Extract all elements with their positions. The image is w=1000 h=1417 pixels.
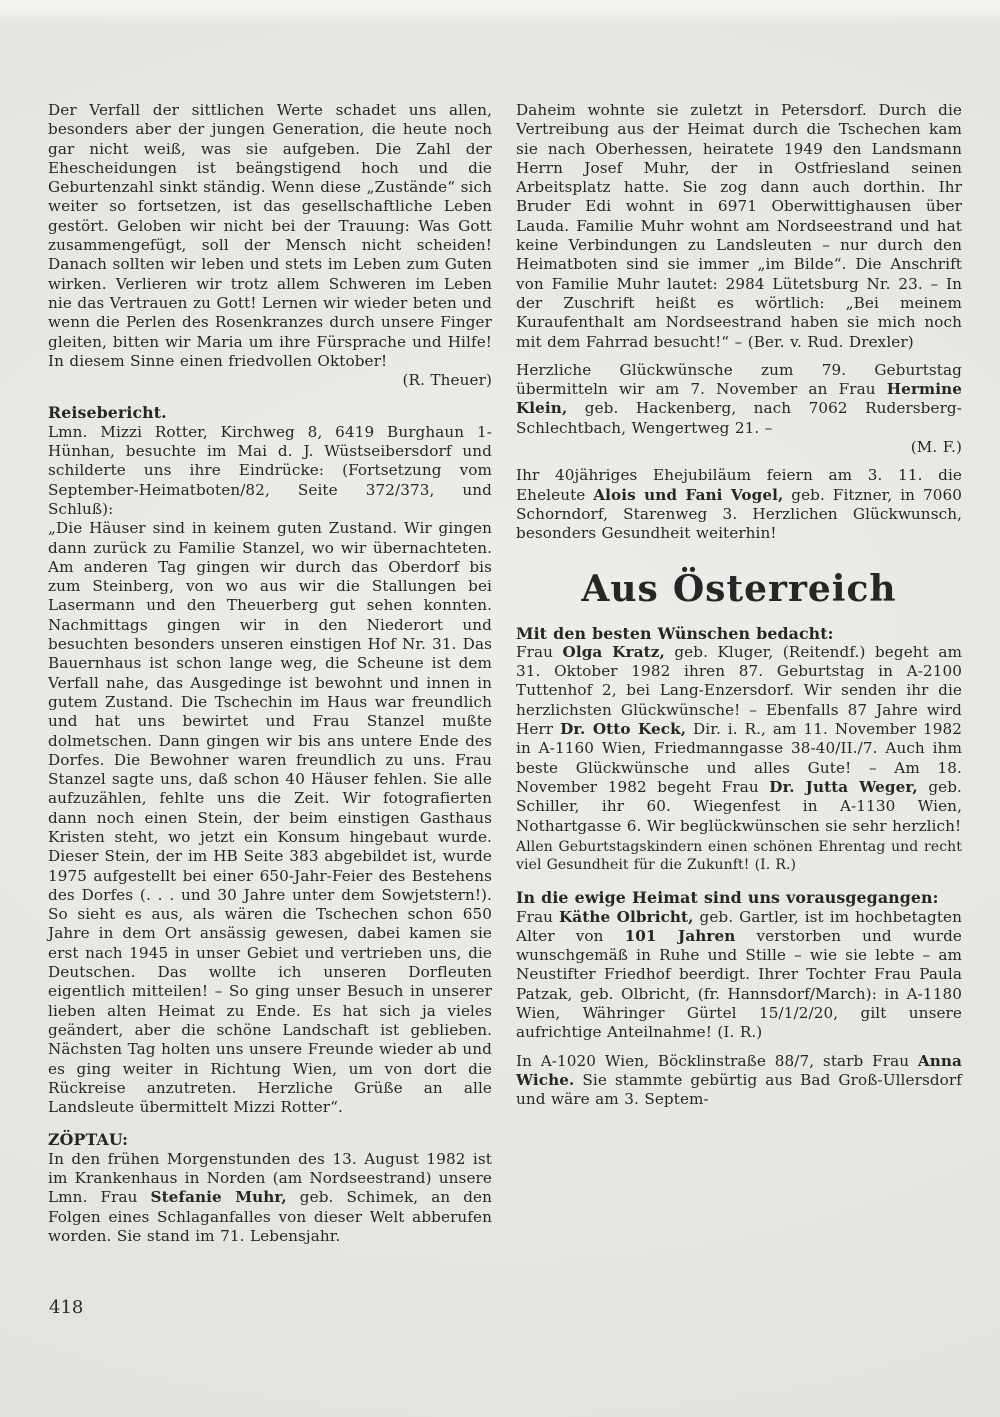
klein-birthday-paragraph: Herzliche Glückwünsche zum 79. Geburtstag übermitteln wir am 7. November an Frau Hermine Klein, geb. Hackenberg, nach 7062 Rudersberg-Schlechtbach, Wengertweg 21. – (516, 360, 962, 437)
birthday-note-paragraph: Allen Geburtstagskindern einen schönen Ehrentag und recht viel Gesundheit für die Zukunft! (I. R.) (516, 838, 962, 873)
olbricht-obituary-paragraph: Frau Käthe Olbricht, geb. Gartler, ist im hochbetagten Alter von 101 Jahren verstorben und wurde wunschgemäß in Ruhe und Stille – wie sie lebte – am Neustifter Friedhof beerdigt. Ihrer Tochter Frau Paula Patzak, geb. Olbricht, (fr. Hannsdorf/March): in A-1180 Wien, Währinger Gürtel 15/1/2/20, gilt unsere aufrichtige Anteilnahme! (I. R.) (516, 907, 962, 1042)
zoeptau-heading: ZÖPTAU: (48, 1130, 129, 1150)
left-column (48, 101, 492, 1246)
right-column (516, 101, 962, 1109)
wiche-obituary-paragraph: In A-1020 Wien, Böcklinstraße 88/7, starb Frau Anna Wiche. Sie stammte gebürtig aus Bad Groß-Ullersdorf und wäre am 3. Septem- (516, 1051, 962, 1109)
mf-byline: (M. F.) (910, 438, 962, 457)
reisebericht-quote-paragraph: „Die Häuser sind in keinem guten Zustand. Wir gingen dann zurück zu Familie Stanzel, wo wir übernachteten. Am anderen Tag gingen wir durch das Oberdorf bis zum Steinberg, von wo aus wir die Stallungen bei Lasermann und den Theuerberg gut sehen konnten. Nachmittags gingen wir in den Niederort und besuchten besonders unseren einstigen Hof Nr. 31. Das Bauernhaus ist schon lange weg, die Scheune ist dem Verfall nahe, das Ausgedinge ist bewohnt und innen in gutem Zustand. Die Tschechin im Haus war freundlich und hat uns bewirtet und Frau Stanzel mußte dolmetschen. Dann gingen wir bis ans untere Ende des Dorfes. Die Bewohner waren freundlich zu uns. Frau Stanzel sagte uns, daß schon 40 Häuser fehlen. Sie alle aufzuzählen, fehlte uns die Zeit. Wir fotografierten dann noch einen Stein, der beim einstigen Gasthaus Kristen steht, wo jetzt ein Konsum hingebaut wurde. Dieser Stein, der im HB Seite 383 abgebildet ist, wurde 1975 aufgestellt bei einer 650-Jahr-Feier des Bestehens des Dorfes (. . . und 30 Jahre unter dem Sowjetstern!). So sieht es aus, als wären die Tschechen schon 650 Jahre in dem Ort ansässig gewesen, dabei kamen sie erst nach 1945 in unser Gebiet und vertrieben uns, die Deutschen. Das wollte ich unseren Dorfleuten eigentlich mitteilen! – So ging unser Besuch in unserer lieben alten Heimat zu Ende. Es hat sich ja vieles geändert, aber die schöne Landschaft ist geblieben. Nächsten Tag holten uns unsere Freunde wieder ab und es ging weiter in Richtung Wien, um von dort die Rückreise anzutreten. Herzliche Grüße an alle Landsleute übermittelt Mizzi Rotter“. (48, 519, 492, 1117)
reisebericht-intro-paragraph: Lmn. Mizzi Rotter, Kirchweg 8, 6419 Burghaun 1-Hünhan, besuchte im Mai d. J. Wüstseibersdorf und schilderte uns ihre Eindrücke: (Fortsetzung vom September-Heimatboten/82, Seite 372/373, und Schluß): (48, 422, 492, 518)
aus-oesterreich-heading: Aus Österreich (581, 567, 897, 610)
wuensche-heading: Mit den besten Wünschen bedacht: (516, 623, 834, 643)
theuer-byline: (R. Theuer) (402, 371, 492, 390)
vogel-jubilee-paragraph: Ihr 40jähriges Ehejubiläum feiern am 3. 11. die Eheleute Alois und Fani Vogel, geb. Fitzner, in 7060 Schorndorf, Starenweg 3. Herzlichen Glückwunsch, besonders Gesundheit weiterhin! (516, 466, 962, 543)
page-number: 418 (49, 1297, 84, 1318)
intro-paragraph: Der Verfall der sittlichen Werte schadet uns allen, besonders aber der jungen Generation, die heute noch gar nicht weiß, was sie aufgeben. Die Zahl der Ehescheidungen ist beängstigend hoch und die Geburtenzahl sinkt ständig. Wenn diese „Zustände“ sich weiter so fortsetzen, ist das gesellschaftliche Leben gestört. Geloben wir nicht bei der Trauung: Was Gott zusammengefügt, soll der Mensch nicht scheiden! Danach sollten wir leben und stets im Leben zum Guten wirken. Verlieren wir trotz allem Schweren im Leben nie das Vertrauen zu Gott! Lernen wir wieder beten und wenn die Perlen des Rosenkranzes durch unsere Finger gleiten, bitten wir Maria um ihre Fürsprache und Hilfe! In diesem Sinne einen friedvollen Oktober! (48, 101, 492, 370)
reisebericht-heading: Reisebericht. (48, 403, 167, 423)
zoeptau-paragraph: In den frühen Morgenstunden des 13. August 1982 ist im Krankenhaus in Norden (am Nordseestrand) unsere Lmn. Frau Stefanie Muhr, geb. Schimek, an den Folgen eines Schlaganfalles von dieser Welt abberufen worden. Sie stand im 71. Lebensjahr. (48, 1149, 493, 1245)
muhr-report-paragraph: Daheim wohnte sie zuletzt in Petersdorf. Durch die Vertreibung aus der Heimat durch die Tschechen kam sie nach Oberhessen, heiratete 1949 den Landsmann Herrn Josef Muhr, der in Ostfriesland seinen Arbeitsplatz hatte. Sie zog dann auch dorthin. Ihr Bruder Edi wohnt in 6971 Oberwittighausen über Lauda. Familie Muhr wohnt am Nordseestrand und hat keine Verbindungen zu Landsleuten – nur durch den Heimatboten sind sie immer „im Bilde“. Die Anschrift von Familie Muhr lautet: 2984 Lütetsburg Nr. 23. – In der Zuschrift heißt es wörtlich: „Bei meinem Kuraufenthalt am Nordseestrand haben sie mich noch mit dem Fahrrad besucht!“ – (Ber. v. Rud. Drexler) (516, 101, 962, 351)
heimat-heading: In die ewige Heimat sind uns vorausgegangen: (516, 888, 939, 908)
austria-birthdays-paragraph: Frau Olga Kratz, geb. Kluger, (Reitendf.) begeht am 31. Oktober 1982 ihren 87. Geburtstag in A-2100 Tuttenhof 2, bei Lang-Enzersdorf. Wir senden ihr die herzlichsten Glückwünsche! – Ebenfalls 87 Jahre wird Herr Dr. Otto Keck, Dir. i. R., am 11. November 1982 in A-1160 Wien, Friedmanngasse 38-40/II./7. Auch ihm beste Glückwünsche und alles Gute! – Am 18. November 1982 begeht Frau Dr. Jutta Weger, geb. Schiller, ihr 60. Wiegenfest in A-1130 Wien, Nothartgasse 6. Wir beglückwünschen sie sehr herzlich! (516, 642, 962, 835)
